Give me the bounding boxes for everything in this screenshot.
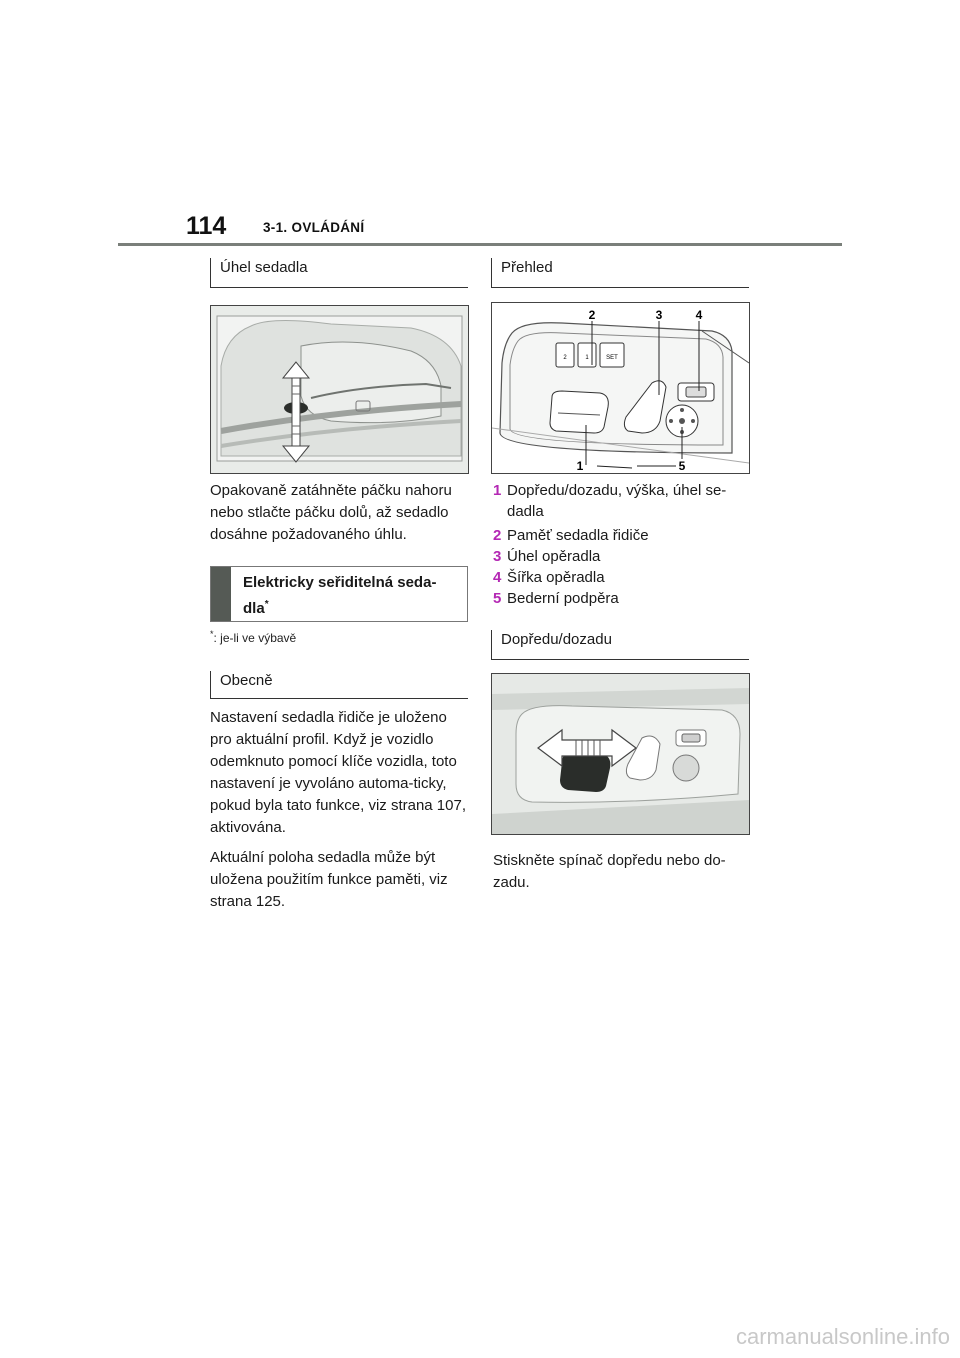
electric-seats-title: Elektricky seřiditelná seda-dla* [243, 574, 437, 617]
footnote: *: je-li ve výbavě [210, 629, 297, 645]
callout-3: 3 [655, 308, 663, 322]
general-paragraph-2: Aktuální poloha sedadla může být uložena použitím funkce paměti, viz strana 125. [210, 849, 448, 910]
option-marker: * [264, 599, 269, 610]
overview-figure [491, 302, 750, 474]
chapter-title: 3-1. OVLÁDÁNÍ [263, 220, 365, 235]
list-item: 3 Úhel opěradla [493, 548, 601, 565]
seat-controls-illustration [492, 303, 749, 473]
general-paragraph-1: Nastavení sedadla řidiče je uloženo pro aktuální profil. Když je vozidlo odemknuto pomocí klíče vozidla, toto nastavení je vyvoláno automa-ticky, pokud byla tato funkce, viz strana 107, aktivována. [210, 709, 466, 836]
electric-seats-box [210, 566, 468, 622]
seat-angle-text: Opakovaně zatáhněte páčku nahoru nebo stlačte páčku dolů, až sedadlo dosáhne požadovaného úhlu. [210, 482, 452, 543]
header-rule [118, 243, 842, 246]
feature-box-bar [211, 567, 231, 621]
watermark-text: carmanualsonline.info [735, 1324, 950, 1349]
memory-button-2-label: 2 [563, 355, 567, 361]
set-button-label: SET [606, 355, 618, 361]
callout-4: 4 [695, 308, 703, 322]
seat-lever-illustration [211, 306, 468, 473]
seat-switch-illustration [492, 674, 749, 834]
list-item: 5 Bederní podpěra [493, 590, 619, 607]
memory-button-1-label: 1 [585, 355, 589, 361]
page-number: 114 [186, 212, 227, 240]
forward-backward-heading: Dopředu/dozadu [491, 630, 749, 660]
callout-1: 1 [576, 459, 584, 473]
seat-angle-figure [210, 305, 469, 474]
general-heading: Obecně [210, 671, 468, 699]
overview-heading: Přehled [491, 258, 749, 288]
list-item: 4 Šířka opěradla [493, 569, 605, 586]
overview-list [493, 480, 751, 609]
forward-backward-text: Stiskněte spínač dopředu nebo do-zadu. [493, 852, 726, 891]
callout-2: 2 [588, 308, 596, 322]
callout-5: 5 [678, 459, 686, 473]
general-text [210, 707, 470, 921]
list-item: 1 Dopředu/dozadu, výška, úhel se-dadla [493, 482, 727, 520]
list-item: 2 Paměť sedadla řidiče [493, 527, 649, 544]
forward-backward-figure [491, 673, 750, 835]
seat-angle-heading: Úhel sedadla [210, 258, 468, 288]
